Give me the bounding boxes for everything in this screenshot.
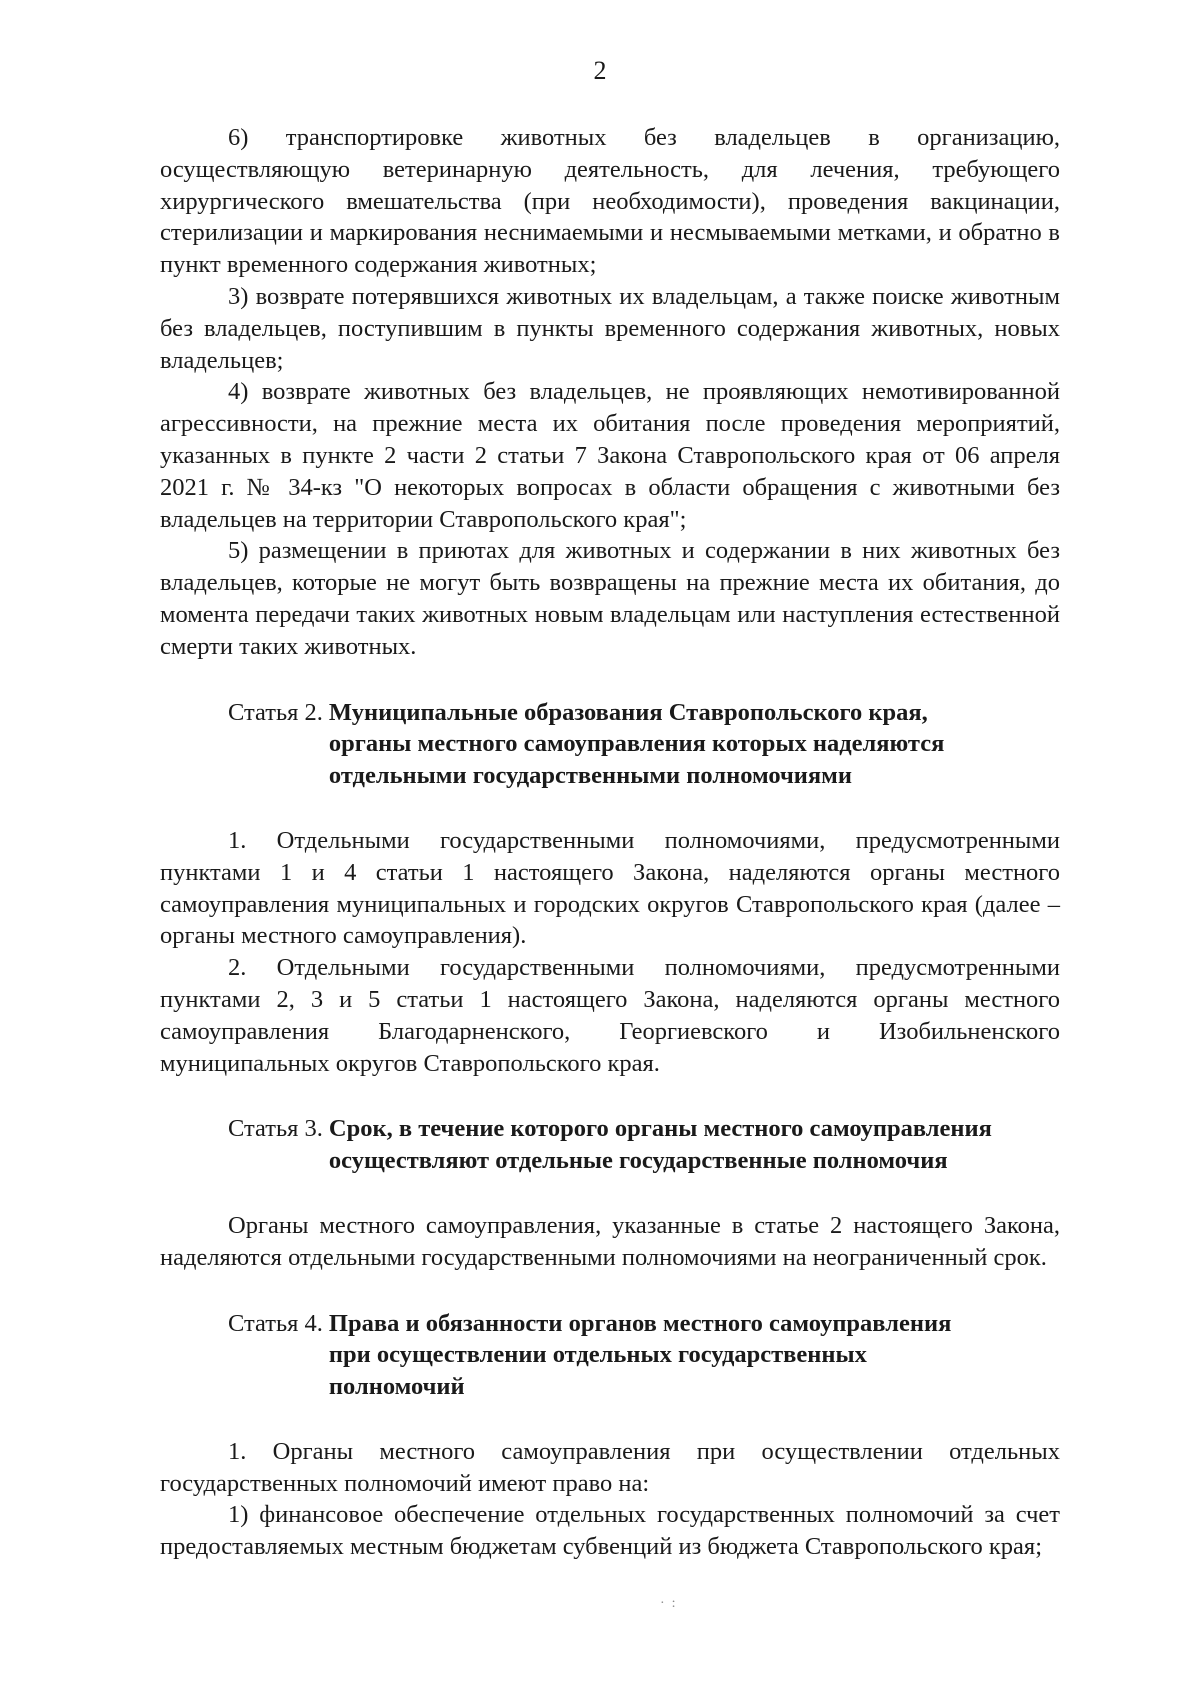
article-2-title-line: отдельными государственными полномочиями: [328, 762, 852, 790]
list-item-3: 3) возврате потерявшихся животных их владельцам, а также поиске животным без владельцев, поступившим в пункты временного содержания животных, новых владельцев;: [160, 282, 1060, 374]
article-4-heading: [160, 1308, 1060, 1403]
article-2-title: [323, 697, 1060, 792]
article-2-paragraph-2: 2. Отдельными государственными полномочиями, предусмотренными пунктами 2, 3 и 5 статьи 1 настоящего Закона, наделяются органы местного самоуправления Благодарненского, Георгиевского и Изобильненского муниципальных округов Ставропольского края.: [160, 954, 1060, 1077]
article-3-title-line: осуществляют отдельные государственные полномочия: [328, 1147, 948, 1175]
list-item-5: 5) размещении в приютах для животных и содержании в них животных без владельцев, которые не могут быть возвращены на прежние места их обитания, до момента передачи таких животных новым владельцам или наступления естественной смерти таких животных.: [160, 537, 1060, 660]
article-2-number: Статья 2.: [228, 698, 323, 726]
article-3-title: [323, 1113, 1060, 1177]
article-2-title-line: Муниципальные образования Ставропольского края,: [328, 698, 928, 726]
article-4-paragraph-2: 1) финансовое обеспечение отдельных государственных полномочий за счет предоставляемых местным бюджетам субвенций из бюджета Ставропольского края;: [160, 1501, 1060, 1561]
scan-specks: · :: [660, 1596, 676, 1611]
document-body: [160, 122, 1060, 1563]
article-4-title: [323, 1308, 1060, 1403]
article-3-paragraph-1: Органы местного самоуправления, указанные в статье 2 настоящего Закона, наделяются отдельными государственными полномочиями на неограниченный срок.: [160, 1211, 1060, 1271]
list-item-4: 4) возврате животных без владельцев, не проявляющих немотивированной агрессивности, на прежние места их обитания после проведения мероприятий, указанных в пункте 2 части 2 статьи 7 Закона Ставропольского края от 06 апреля 2021 г. № 34-кз "О некоторых вопросах в области обращения с животными без владельцев на территории Ставропольского края";: [160, 378, 1060, 533]
article-3-heading: [160, 1113, 1060, 1177]
article-4-paragraph-1: 1. Органы местного самоуправления при осуществлении отдельных государственных полномочий имеют право на:: [160, 1437, 1060, 1497]
article-4-title-line: Права и обязанности органов местного самоуправления: [328, 1309, 952, 1337]
article-2-title-line: органы местного самоуправления которых наделяются: [328, 730, 945, 758]
article-4-title-line: при осуществлении отдельных государственных: [328, 1341, 867, 1369]
article-4-title-line: полномочий: [328, 1373, 465, 1401]
article-2-heading: [160, 697, 1060, 792]
list-item-6: 6) транспортировке животных без владельцев в организацию, осуществляющую ветеринарную деятельность, для лечения, требующего хирургического вмешательства (при необходимости), проведения вакцинации, стерилизации и маркирования неснимаемыми и несмываемыми метками, и обратно в пункт временного содержания животных;: [160, 124, 1060, 279]
article-3-number: Статья 3.: [228, 1115, 323, 1143]
article-3-title-line: Срок, в течение которого органы местного самоуправления: [328, 1115, 992, 1143]
article-2-paragraph-1: 1. Отдельными государственными полномочиями, предусмотренными пунктами 1 и 4 статьи 1 настоящего Закона, наделяются органы местного самоуправления муниципальных и городских округов Ставропольского края (далее – органы местного самоуправления).: [160, 826, 1060, 950]
article-4-number: Статья 4.: [228, 1309, 323, 1337]
page-number: 2: [593, 56, 607, 85]
